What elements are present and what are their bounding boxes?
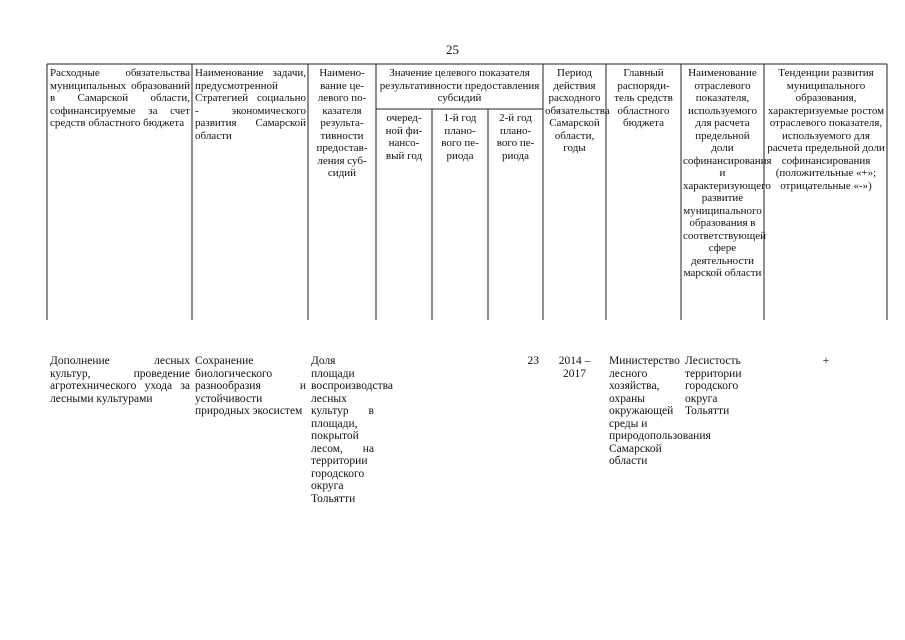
row-admin: Министерство лесного хозяйства, охраны окружающей среды и природопользования Самарской области (609, 355, 711, 467)
row-indicator: Доля площади воспроизводства лесных культур в площади, покрытой лесом, на территории городского округа Тольятти (311, 355, 393, 505)
header-target-next-year: очеред- ной фи- нансо- вый год (385, 112, 423, 162)
row-value-year2: 23 (527, 355, 539, 367)
row-trend: + (822, 355, 830, 367)
header-target-year1: 1-й год плано- вого пе- риода (441, 112, 479, 162)
header-target-year2: 2-й год плано- вого пе- риода (496, 112, 535, 162)
header-indicator: Наимено- вание це- левого по- казателя результа- тивности предостав- ления суб- сидий (316, 67, 368, 179)
row-period: 2014 – 2017 (558, 355, 591, 380)
row-expenditure: Дополнение лесных культур, проведение агротехнического ухода за лесными культурами (50, 355, 190, 405)
row-task: Сохранение биологического разнообразия и устойчивости природных экосистем (195, 355, 306, 417)
header-period: Период действия расходного обязательства Самарской области, годы (545, 67, 610, 154)
page-number: 25 (446, 42, 459, 57)
header-target-value: Значение целевого показателя результативности предоставления субсидий (379, 67, 540, 104)
header-admin: Главный распоряди- тель средств областного бюджета (614, 67, 673, 129)
row-sector-indicator: Лесистость территории городского округа Тольятти (685, 355, 742, 417)
header-expenditure: Расходные обязательства муниципальных образований в Самарской области, софинансируемые за счет средств областного бюджета (50, 67, 190, 129)
header-sector-indicator: Наименование отраслевого показателя, используемого для расчета предельной доли софинансирования и характеризующего развитие муниципального образования в соответствующей сфере деятельности марской области (683, 67, 772, 279)
header-task: Наименование задачи, предусмотренной Стратегией социально - экономического развития Самарской области (195, 67, 306, 142)
header-trend: Тенденции развития муниципального образования, характеризуемые ростом отраслевого показателя, используемого для расчета предельной доли софинансирования (положительные «+»; отрицательные «-») (767, 67, 885, 192)
